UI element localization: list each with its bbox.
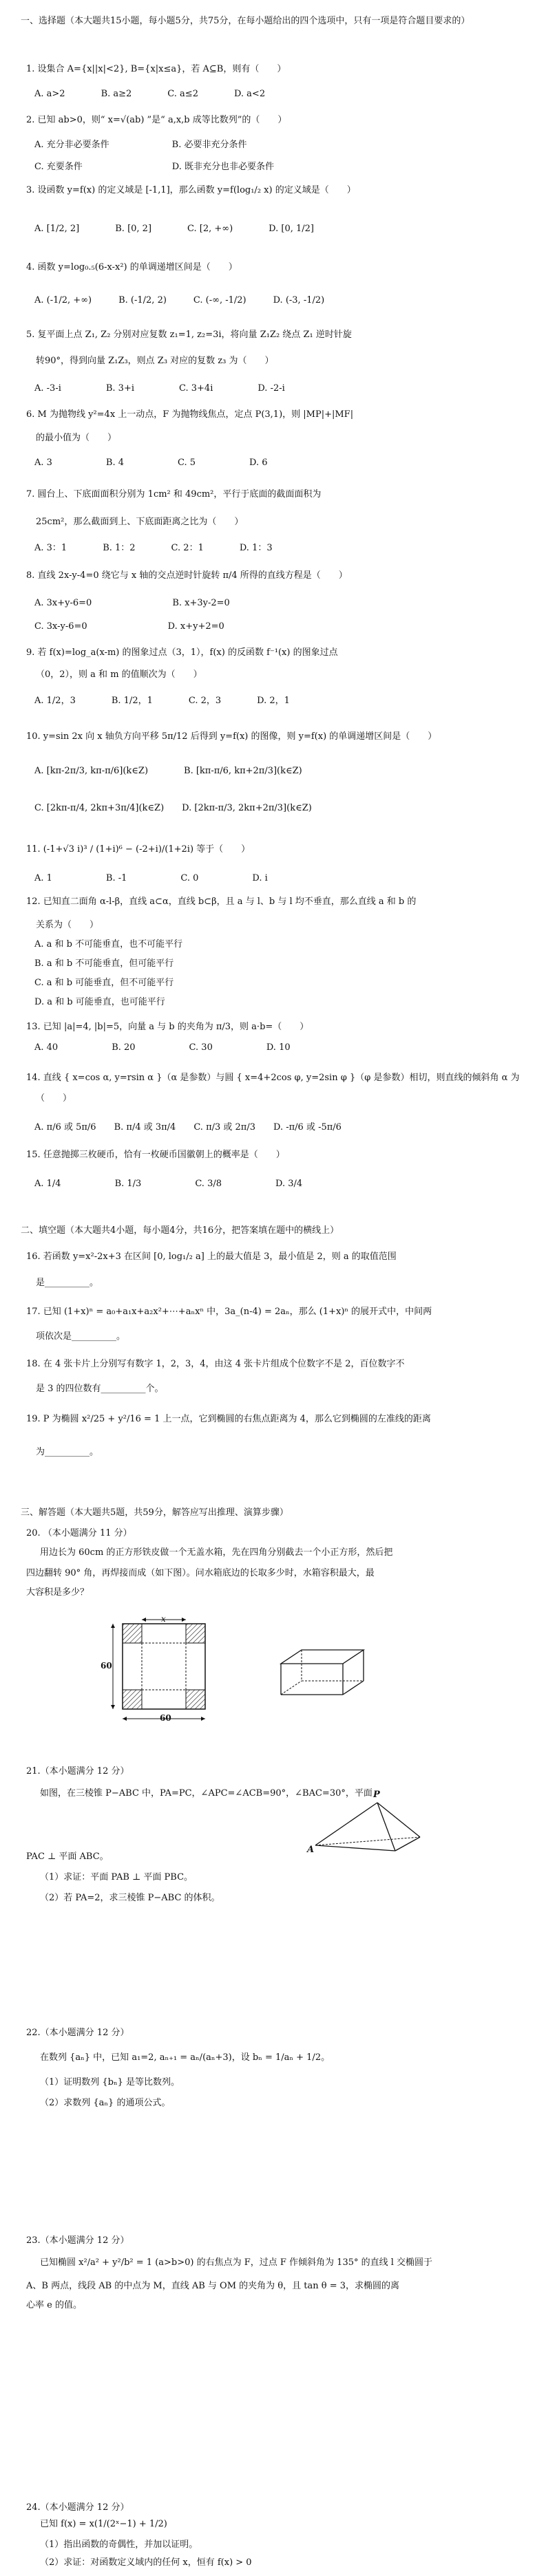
figure-pyramid [303, 1796, 427, 1858]
question-7: 7. 圆台上、下底面面积分别为 1cm² 和 49cm²，平行于底面的截面面积为 [26, 489, 322, 500]
question-21-part-1: （1）求证：平面 PAB ⊥ 平面 PBC。 [40, 1872, 193, 1882]
question-16: 16. 若函数 y=x²-2x+3 在区间 [0, log₁/₂ a] 上的最大值是 3，最小值是 2，则 a 的取值范围 [26, 1252, 397, 1262]
question-6: 6. M 为抛物线 y²=4x 上一动点，F 为抛物线焦点，定点 P(3,1)，则 |MP|+|MF| [26, 409, 354, 420]
question-2: 2. 已知 ab>0，则“ x=√(ab) ”是“ a,x,b 成等比数列”的（ ） [26, 115, 287, 125]
question-15-options: A. 1/4 B. 1/3 C. 3/8 D. 3/4 [34, 1179, 303, 1189]
question-9: 9. 若 f(x)=log_a(x-m) 的图象过点（3，1），f(x) 的反函数 f⁻¹(x) 的图象过点 [26, 647, 338, 658]
question-8: 8. 直线 2x-y-4=0 绕它与 x 轴的交点逆时针旋转 π/4 所得的直线方程是（ ） [26, 570, 348, 581]
section-choice-title: 一、选择题（本大题共15小题，每小题5分，共75分，在每小题给出的四个选项中，只有一项是符合题目要求的） [21, 16, 470, 26]
question-2-options-1: A. 充分非必要条件 B. 必要非充分条件 [34, 140, 247, 150]
question-10-options-1: A. [kπ-2π/3, kπ-π/6](k∈Z) B. [kπ-π/6, kπ+2π/3](k∈Z) [34, 766, 302, 776]
question-5: 5. 复平面上点 Z₁, Z₂ 分别对应复数 z₁=1, z₂=3i，将向量 Z₁Z₂ 绕点 Z₁ 逆时针旋 [26, 330, 352, 340]
question-2-options-2: C. 充要条件 D. 既非充分也非必要条件 [34, 162, 274, 172]
question-12-option-d: D. a 和 b 可能垂直，也可能平行 [34, 997, 165, 1007]
question-17: 17. 已知 (1+x)ⁿ = a₀+a₁x+a₂x²+⋯+aₙxⁿ 中，3a_(n-4) = 2aₙ，那么 (1+x)ⁿ 的展开式中，中间两 [26, 1307, 432, 1317]
question-14-options: A. π/6 或 5π/6 B. π/4 或 3π/4 C. π/3 或 2π/3 D. -π/6 或 -5π/6 [34, 1122, 342, 1133]
question-14: 14. 直线 { x=cos α, y=rsin α }（α 是参数）与圆 { x=4+2cos φ, y=2sin φ }（φ 是参数）相切，则直线的倾斜角 α 为 [26, 1073, 520, 1083]
question-24-title: 24.（本小题满分 12 分） [26, 2502, 129, 2513]
figure-label-60-bottom: 60 [160, 1713, 171, 1723]
question-11-options: A. 1 B. -1 C. 0 D. i [34, 873, 268, 883]
question-12-line-2: 关系为（ ） [36, 920, 99, 930]
question-20-line-1: 用边长为 60cm 的正方形铁皮做一个无盖水箱，先在四角分别截去一个小正方形，然后把 [40, 1547, 393, 1558]
question-6-line-2: 的最小值为（ ） [36, 433, 117, 443]
question-21-title: 21.（本小题满分 12 分） [26, 1766, 129, 1777]
question-21-line-2: PAC ⊥ 平面 ABC。 [26, 1852, 109, 1862]
question-20-title: 20. （本小题满分 11 分） [26, 1528, 132, 1538]
question-14-line-2: （ ） [36, 1093, 72, 1104]
question-22-part-2: （2）求数列 {aₙ} 的通项公式。 [40, 2098, 171, 2108]
question-9-options: A. 1/2，3 B. 1/2，1 C. 2，3 D. 2，1 [34, 696, 290, 706]
question-23-title: 23.（本小题满分 12 分） [26, 2235, 129, 2246]
question-9-line-2: （0，2），则 a 和 m 的值顺次为（ ） [36, 669, 202, 680]
question-5-options: A. -3-i B. 3+i C. 3+4i D. -2-i [34, 383, 285, 394]
question-4: 4. 函数 y=log₀.₅(6-x-x²) 的单调递增区间是（ ） [26, 262, 238, 272]
figure-label-A: A [307, 1845, 315, 1855]
question-24-part-2: （2）求证：对函数定义域内的任何 x，恒有 f(x) > 0 [40, 2557, 252, 2568]
question-12: 12. 已知直二面角 α-l-β，直线 a⊂α，直线 b⊂β，且 a 与 l、b 与 l 均不垂直，那么直线 a 和 b 的 [26, 897, 417, 907]
question-20-line-3: 大容积是多少？ [26, 1587, 90, 1598]
question-12-option-b: B. a 和 b 不可能垂直，但可能平行 [34, 958, 174, 969]
figure-label-60-left: 60 [101, 1661, 112, 1671]
question-23-line-2: A、B 两点，线段 AB 的中点为 M，直线 AB 与 OM 的夹角为 θ，且 tan θ = 3，求椭圆的离 [26, 2281, 399, 2291]
question-5-line-2: 转90°，得到向量 Z₁Z₃，则点 Z₃ 对应的复数 z₃ 为（ ） [36, 356, 274, 366]
question-17-line-2: 项依次是__________。 [36, 1331, 126, 1342]
question-24-part-1: （1）指出函数的奇偶性，并加以证明。 [40, 2540, 198, 2550]
question-19-line-2: 为__________。 [36, 1447, 99, 1457]
question-22-title: 22.（本小题满分 12 分） [26, 2028, 129, 2038]
question-1-options: A. a>2 B. a≥2 C. a≤2 D. a<2 [34, 89, 266, 99]
question-23-line-3: 心率 e 的值。 [26, 2300, 82, 2310]
question-10: 10. y=sin 2x 向 x 轴负方向平移 5π/12 后得到 y=f(x) 的图像，则 y=f(x) 的单调递增区间是（ ） [26, 731, 437, 742]
question-12-option-a: A. a 和 b 不可能垂直，也不可能平行 [34, 939, 183, 949]
figure-label-x: x [161, 1614, 166, 1624]
question-7-options: A. 3：1 B. 1：2 C. 2：1 D. 1：3 [34, 543, 273, 553]
question-10-options-2: C. [2kπ-π/4, 2kπ+3π/4](k∈Z) D. [2kπ-π/3, 2kπ+2π/3](k∈Z) [34, 803, 312, 813]
question-24-line-1: 已知 f(x) = x(1/(2ˣ−1) + 1/2) [40, 2519, 167, 2529]
section-fill-title: 二、填空题（本大题共4小题，每小题4分，共16分，把答案填在题中的横线上） [21, 1225, 339, 1236]
question-22-line-1: 在数列 {aₙ} 中，已知 a₁=2, aₙ₊₁ = aₙ/(aₙ+3)，设 bₙ = 1/aₙ + 1/2。 [40, 2052, 330, 2063]
question-8-options-2: C. 3x-y-6=0 D. x+y+2=0 [34, 621, 224, 632]
question-19: 19. P 为椭圆 x²/25 + y²/16 = 1 上一点，它到椭圆的右焦点距离为 4，那么它到椭圆的左准线的距离 [26, 1414, 431, 1424]
question-4-options: A. (-1/2, +∞) B. (-1/2, 2) C. (-∞, -1/2) D. (-3, -1/2) [34, 295, 325, 305]
question-22-part-1: （1）证明数列 {bₙ} 是等比数列。 [40, 2077, 180, 2087]
question-16-line-2: 是__________。 [36, 1278, 99, 1288]
question-11: 11. (-1+√3 i)³ / (1+i)⁶ − (-2+i)/(1+2i) 等于（ ） [26, 844, 251, 855]
figure-open-box [274, 1643, 377, 1705]
question-8-options-1: A. 3x+y-6=0 B. x+3y-2=0 [34, 598, 230, 608]
question-6-options: A. 3 B. 4 C. 5 D. 6 [34, 458, 268, 468]
question-1: 1. 设集合 A={x||x|<2}, B={x|x≤a}，若 A⊆B，则有（ ） [26, 64, 286, 74]
question-18-line-2: 是 3 的四位数有__________个。 [36, 1384, 164, 1394]
question-18: 18. 在 4 张卡片上分别写有数字 1，2，3，4，由这 4 张卡片组成个位数字不是 2，百位数字不 [26, 1359, 405, 1369]
question-13-options: A. 40 B. 20 C. 30 D. 10 [34, 1042, 291, 1053]
question-3-options: A. [1/2, 2] B. [0, 2] C. [2, +∞) D. [0, 1/2] [34, 224, 314, 234]
question-23-line-1: 已知椭圆 x²/a² + y²/b² = 1 (a>b>0) 的右焦点为 F，过点 F 作倾斜角为 135° 的直线 l 交椭圆于 [40, 2257, 433, 2268]
question-13: 13. 已知 |a|=4, |b|=5，向量 a 与 b 的夹角为 π/3，则 a·b=（ ） [26, 1022, 309, 1032]
question-21-part-2: （2）若 PA=2，求三棱锥 P−ABC 的体积。 [40, 1893, 220, 1903]
question-20-line-2: 四边翻转 90° 角，再焊接而成（如下图）。问水箱底边的长取多少时，水箱容积最大，最 [26, 1568, 375, 1578]
section-answer-title: 三、解答题（本大题共5题，共59分，解答应写出推理、演算步骤） [21, 1507, 288, 1518]
question-21-line-1: 如图，在三棱锥 P−ABC 中，PA=PC，∠APC=∠ACB=90°，∠BAC=30°，平面 [40, 1788, 372, 1799]
question-12-option-c: C. a 和 b 可能垂直，但不可能平行 [34, 978, 174, 988]
figure-label-P: P [373, 1790, 380, 1800]
question-15: 15. 任意抛掷三枚硬币，恰有一枚硬币国徽朝上的概率是（ ） [26, 1150, 285, 1160]
question-3: 3. 设函数 y=f(x) 的定义域是 [-1,1]，那么函数 y=f(log₁/₂ x) 的定义域是（ ） [26, 185, 356, 195]
figure-square-sheet [103, 1616, 227, 1726]
question-7-line-2: 25cm²，那么截面到上、下底面距离之比为（ ） [36, 517, 244, 527]
